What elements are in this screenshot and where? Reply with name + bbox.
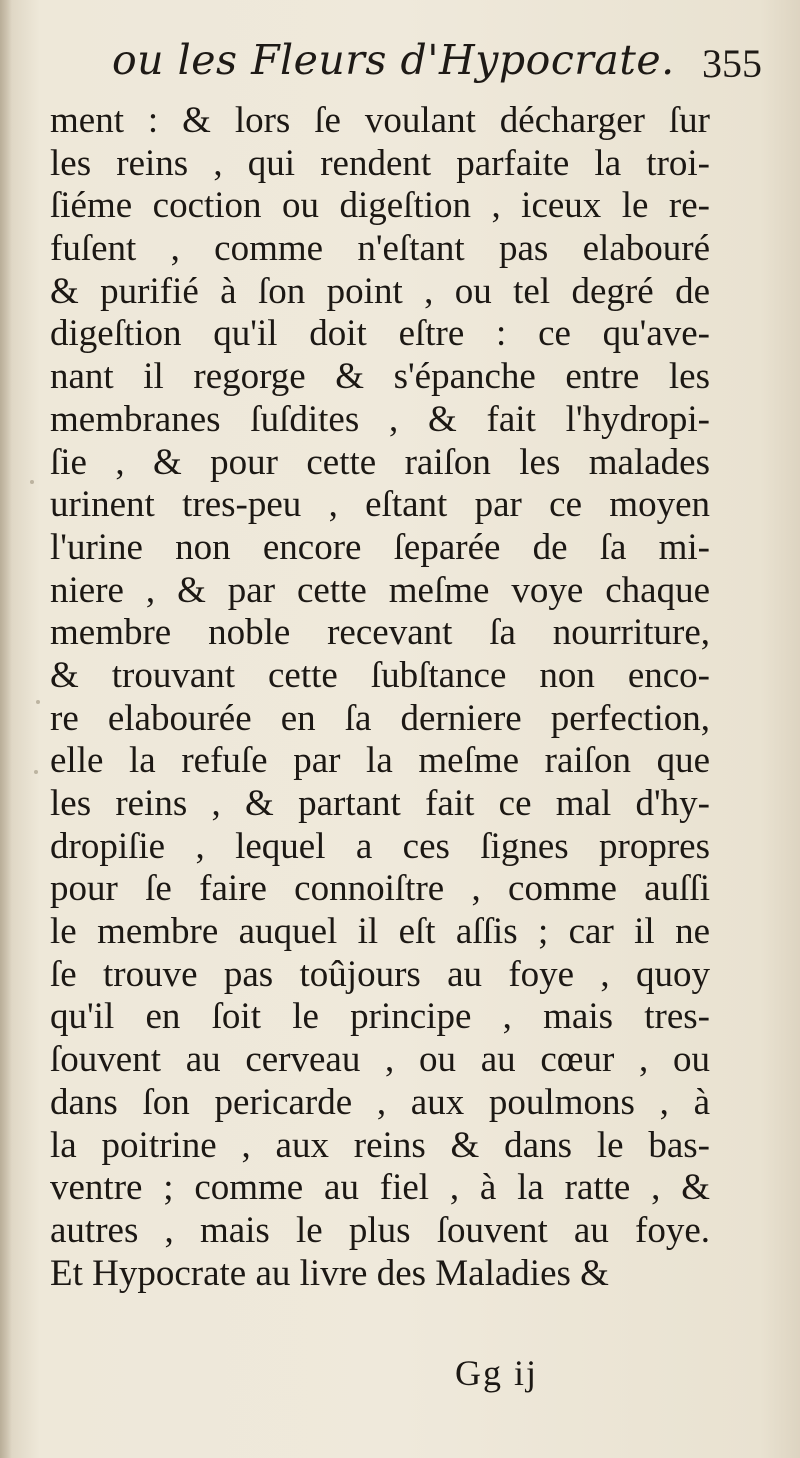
text-line: ſiéme coction ou digeſtion , iceux le re-: [50, 185, 710, 227]
text-line: & trouvant cette ſubſtance non enco-: [50, 654, 710, 696]
paper-speck: [36, 700, 40, 704]
text-line: la poitrine , aux reins & dans le bas-: [50, 1124, 710, 1166]
text-line: membranes ſuſdites , & fait l'hydropi-: [50, 398, 710, 440]
text-line: autres , mais le plus ſouvent au foye.: [50, 1209, 710, 1251]
text-line: & purifié à ſon point , ou tel degré de: [50, 270, 710, 312]
text-line: ſouvent au cerveau , ou au cœur , ou: [50, 1039, 710, 1081]
text-line: re elabourée en ſa derniere perfection,: [50, 697, 710, 739]
text-line: pour ſe faire connoiſtre , comme auſſi: [50, 868, 710, 910]
text-line: ſie , & pour cette raiſon les malades: [50, 441, 710, 483]
running-head: ou les Fleurs d'Hypocrate.: [112, 36, 675, 84]
text-line: dans ſon pericarde , aux poulmons , à: [50, 1081, 710, 1123]
text-line: ment : & lors ſe voulant décharger ſur: [50, 100, 710, 141]
page-number: 355: [702, 41, 762, 86]
text-line: digeſtion qu'il doit eſtre : ce qu'ave-: [50, 313, 710, 355]
page-header: [112, 36, 762, 98]
gutter-shadow: [0, 0, 12, 1458]
text-line: le membre auquel il eſt aſſis ; car il ne: [50, 911, 710, 953]
text-line: nant il regorge & s'épanche entre les: [50, 356, 710, 398]
text-line: les reins , qui rendent parfaite la troi-: [50, 142, 710, 184]
text-line: ſe trouve pas toûjours au foye , quoy: [50, 953, 710, 995]
text-line: elle la refuſe par la meſme raiſon que: [50, 740, 710, 782]
text-line: urinent tres-peu , eſtant par ce moyen: [50, 484, 710, 526]
text-line: fuſent , comme n'eſtant pas elabouré: [50, 228, 710, 270]
text-line: les reins , & partant fait ce mal d'hy-: [50, 783, 710, 824]
paper-speck: [34, 770, 38, 774]
text-line: niere , & par cette meſme voye chaque: [50, 569, 710, 611]
text-line: dropiſie , lequel a ces ſignes propres: [50, 825, 710, 867]
body-text: [50, 100, 710, 1295]
text-line: l'urine non encore ſeparée de ſa mi-: [50, 526, 710, 568]
text-line: ventre ; comme au fiel , à la ratte , &: [50, 1167, 710, 1209]
text-line: membre noble recevant ſa nourriture,: [50, 612, 710, 654]
paper-speck: [30, 480, 34, 484]
text-line: qu'il en ſoit le principe , mais tres-: [50, 996, 710, 1038]
signature-mark: Gg ij: [455, 1353, 539, 1393]
text-line: Et Hypocrate au livre des Maladies &: [50, 1252, 609, 1294]
